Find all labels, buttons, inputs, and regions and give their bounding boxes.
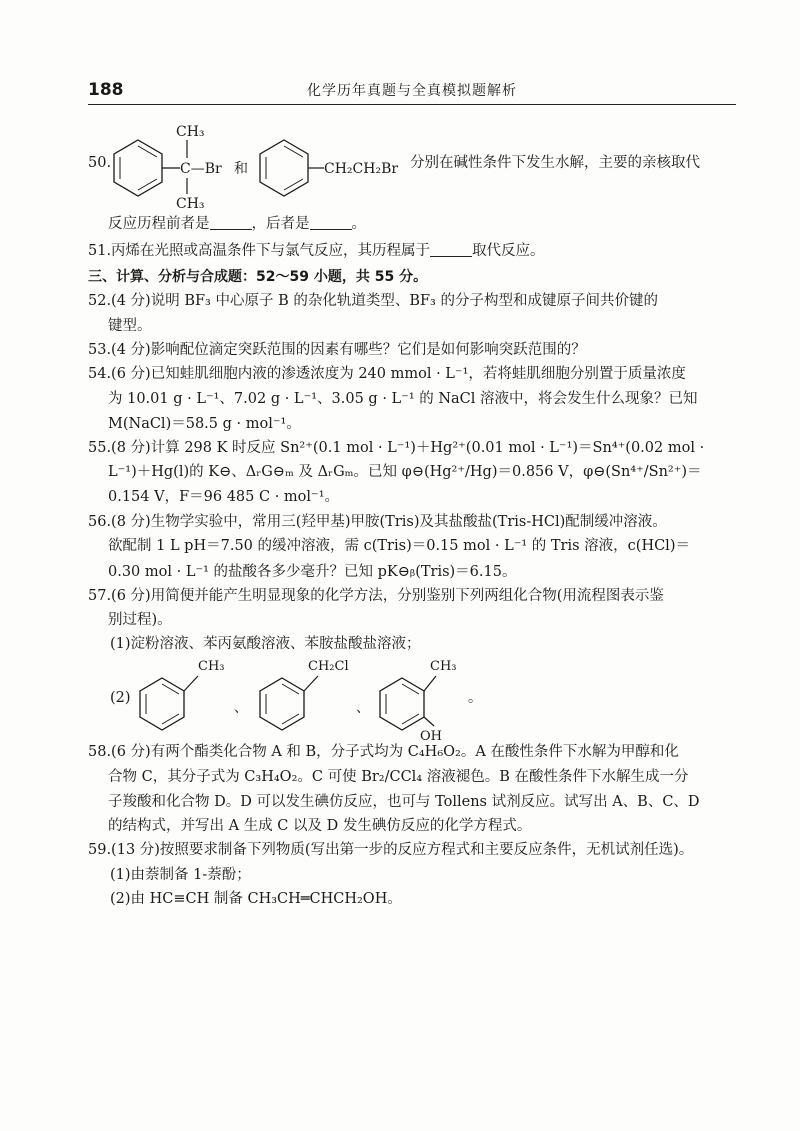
q56-line3: 0.30 mol · L⁻¹ 的盐酸各多少毫升？已知 pK⊖ᵦ(Tris)＝6.15。	[108, 564, 517, 580]
separator-2: 、	[356, 700, 370, 716]
cresol-ch3: CH₃	[430, 659, 457, 674]
q52-line2: 键型。	[108, 318, 152, 334]
q52-line1: 52.(4 分)说明 BF₃ 中心原子 B 的杂化轨道类型、BF₃ 的分子构型和成键原子间共价键的	[88, 293, 658, 309]
answer-blank-2[interactable]	[310, 215, 352, 230]
q55-line1: 55.(8 分)计算 298 K 时反应 Sn²⁺(0.1 mol · L⁻¹)＋Hg²⁺(0.01 mol · L⁻¹)＝Sn⁴⁺(0.02 mol ·	[88, 440, 705, 456]
q50-line2-c: 。	[351, 216, 366, 232]
benzyl-chloride-ring	[260, 676, 318, 730]
q57-line2: 别过程)。	[108, 612, 172, 628]
q57-part2-label: (2)	[110, 690, 131, 706]
q59-part2: (2)由 HC≡CH 制备 CH₃CH═CHCH₂OH。	[110, 891, 402, 907]
q50-number: 50.	[88, 155, 112, 171]
book-title: 化学历年真题与全真模拟题解析	[307, 83, 517, 99]
q57-structures	[130, 652, 490, 742]
q50-line2-b: ，后者是	[251, 216, 310, 232]
section-heading: 三、计算、分析与合成题：52～59 小题，共 55 分。	[88, 269, 428, 285]
page-header	[88, 78, 736, 105]
benzene-ring-1	[114, 140, 162, 196]
q55-line3: 0.154 V，F＝96 485 C · mol⁻¹。	[108, 489, 340, 505]
q56-line1: 56.(8 分)生物学实验中，常用三(羟甲基)甲胺(Tris)及其盐酸盐(Tris-HCl)配制缓冲溶液。	[88, 514, 667, 530]
q50-ch2ch2br: CH₂CH₂Br	[324, 161, 399, 177]
q57-part1: (1)淀粉溶液、苯丙氨酸溶液、苯胺盐酸盐溶液；	[110, 636, 421, 652]
q50-ch3-top: CH₃	[176, 124, 205, 140]
o-cresol-ring	[380, 676, 436, 730]
benzyl-ch2cl: CH₂Cl	[308, 659, 349, 674]
q58-line4: 的结构式，并写出 A 生成 C 以及 D 发生碘仿反应的化学方程式。	[108, 818, 532, 834]
cresol-oh: OH	[420, 729, 442, 742]
answer-blank-3[interactable]	[430, 242, 472, 257]
q56-line2: 欲配制 1 L pH＝7.50 的缓冲溶液，需 c(Tris)＝0.15 mol · L⁻¹ 的 Tris 溶液，c(HCl)＝	[108, 538, 690, 554]
q50-line2	[108, 214, 366, 234]
q53: 53.(4 分)影响配位滴定突跃范围的因素有哪些？它们是如何影响突跃范围的？	[88, 342, 586, 358]
q55-line2: L⁻¹)＋Hg(l)的 K⊖、ΔᵣG⊖ₘ 及 ΔᵣGₘ。已知 φ⊖(Hg²⁺/Hg)＝0.856 V，φ⊖(Sn⁴⁺/Sn²⁺)＝	[108, 464, 702, 480]
page-number: 188	[88, 80, 124, 100]
q58-line1: 58.(6 分)有两个酯类化合物 A 和 B，分子式均为 C₄H₆O₂。A 在酸性条件下水解为甲醇和化	[88, 744, 679, 760]
q54-line2: 为 10.01 g · L⁻¹、7.02 g · L⁻¹、3.05 g · L⁻¹ 的 NaCl 溶液中，将会发生什么现象？已知	[108, 391, 698, 407]
toluene-ring	[140, 676, 198, 730]
q54-line3: M(NaCl)＝58.5 g · mol⁻¹。	[108, 416, 301, 432]
benzene-ring-2	[260, 140, 308, 196]
q51-text-a: 51.丙烯在光照或高温条件下与氯气反应，其历程属于	[88, 243, 431, 259]
q50-line2-a: 反应历程前者是	[108, 216, 210, 232]
q58-line2: 合物 C，其分子式为 C₃H₄O₂。C 可使 Br₂/CCl₄ 溶液褪色。B 在酸性条件下水解生成一分	[108, 769, 689, 785]
q59-line1: 59.(13 分)按照要求制备下列物质(写出第一步的反应方程式和主要反应条件，无机试剂任选)。	[88, 842, 694, 858]
q50-ch3-bottom: CH₃	[176, 196, 205, 208]
q51-text-b: 取代反应。	[472, 243, 545, 259]
q58-line3: 子羧酸和化合物 D。D 可以发生碘仿反应，也可与 Tollens 试剂反应。试写出 A、B、C、D	[108, 794, 700, 810]
q50-c-br: C—Br	[180, 161, 222, 177]
q50-and: 和	[234, 161, 248, 177]
toluene-ch3: CH₃	[198, 659, 225, 674]
q54-line1: 54.(6 分)已知蛙肌细胞内液的渗透浓度为 240 mmol · L⁻¹，若将蛙肌细胞分别置于质量浓度	[88, 366, 686, 382]
q59-part1: (1)由萘制备 1-萘酚；	[110, 867, 251, 883]
answer-blank-1[interactable]	[210, 215, 252, 230]
q50-text: 分别在碱性条件下发生水解，主要的亲核取代	[410, 155, 700, 171]
q57-line1: 57.(6 分)用简便并能产生明显现象的化学方法，分别鉴别下列两组化合物(用流程图表示鉴	[88, 588, 664, 604]
q51	[88, 241, 545, 261]
separator-1: 、	[234, 700, 248, 716]
q57-end: 。	[468, 690, 482, 706]
